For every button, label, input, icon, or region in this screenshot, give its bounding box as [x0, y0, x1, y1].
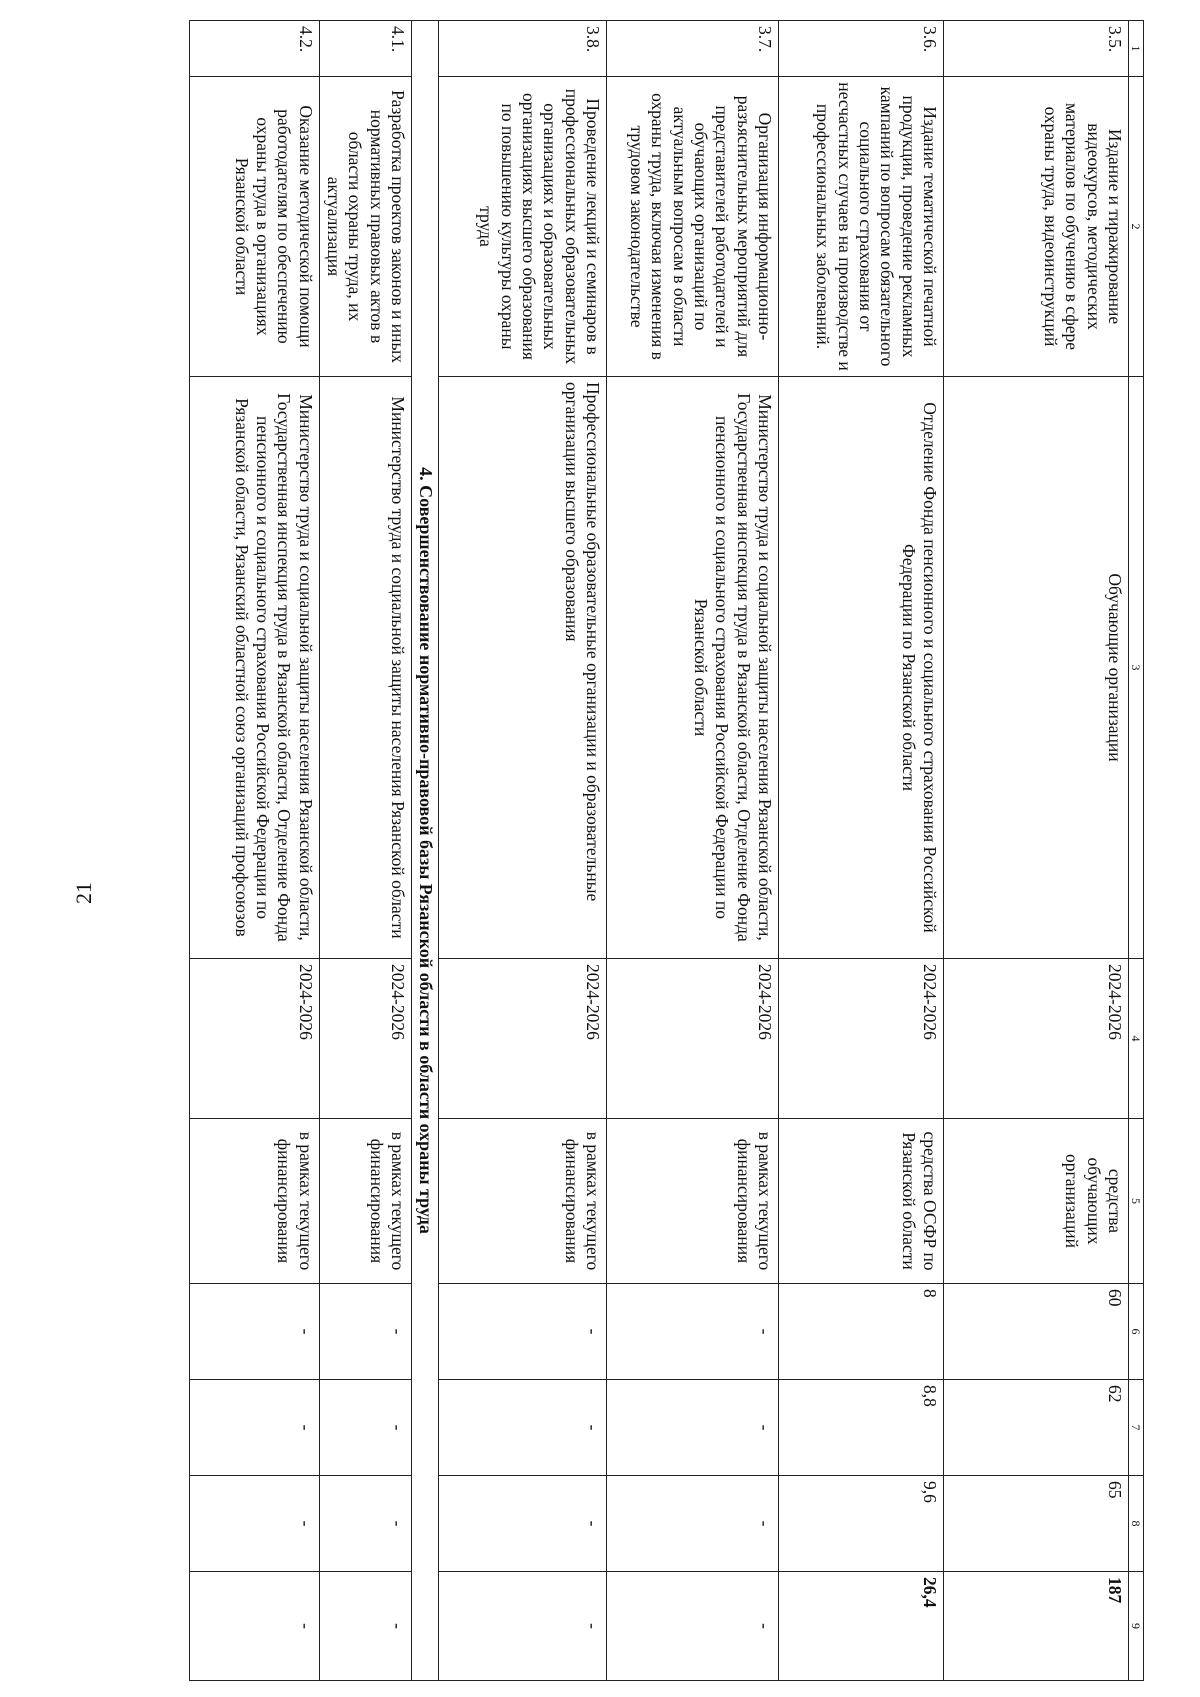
funding-source: в рамках текущего финансирования [189, 1119, 319, 1284]
period: 2024-2026 [439, 959, 607, 1119]
value-year-1: 8 [779, 1284, 944, 1380]
item-number: 3.8. [439, 21, 607, 77]
header-cell: 3 [1129, 377, 1144, 959]
table-row [779, 21, 944, 1681]
executor: Обучающие организации [944, 377, 1129, 959]
period: 2024-2026 [319, 959, 411, 1119]
value-year-3: 9,6 [779, 1476, 944, 1572]
value-year-2: - [439, 1380, 607, 1476]
header-cell: 1 [1129, 21, 1144, 77]
item-number: 4.1. [319, 21, 411, 77]
funding-source: в рамках текущего финансирования [319, 1119, 411, 1284]
measure-name: Проведение лекций и семинаров в профессиональных образовательных организациях и образовательных организациях высшего образования по повышению культуры охраны труда [439, 77, 607, 377]
item-number: 3.7. [607, 21, 779, 77]
measure-name: Издание и тиражирование видеокурсов, методических материалов по обучению в сфере охраны труда, видеоинструкций [944, 77, 1129, 377]
value-total: 187 [944, 1572, 1129, 1681]
value-year-1: - [607, 1284, 779, 1380]
measure-name: Разработка проектов законов и иных нормативных правовых актов в области охраны труда, их актуализация [319, 77, 411, 377]
value-year-3: - [607, 1476, 779, 1572]
measure-name: Издание тематической печатной продукции, проведение рекламных кампаний по вопросам обязательного социального страхования от несчастных случаев на производстве и профессиональных заболеваний. [779, 77, 944, 377]
period: 2024-2026 [779, 959, 944, 1119]
value-year-1: 60 [944, 1284, 1129, 1380]
funding-source: в рамках текущего финансирования [607, 1119, 779, 1284]
header-cell: 4 [1129, 959, 1144, 1119]
header-cell: 5 [1129, 1119, 1144, 1284]
executor: Министерство труда и социальной защиты населения Рязанской области, Государственная инспекция труда в Рязанской области, Отделение Фонда пенсионного и социального страхования Российской Федерации по Рязанской области [607, 377, 779, 959]
table-row [189, 21, 319, 1681]
value-total: - [607, 1572, 779, 1681]
header-cell: 8 [1129, 1476, 1144, 1572]
value-total: - [439, 1572, 607, 1681]
item-number: 3.6. [779, 21, 944, 77]
period: 2024-2026 [189, 959, 319, 1119]
value-total: 26,4 [779, 1572, 944, 1681]
page-number: 21 [71, 882, 96, 904]
value-year-2: - [319, 1380, 411, 1476]
value-year-3: 65 [944, 1476, 1129, 1572]
period: 2024-2026 [607, 959, 779, 1119]
table-row [944, 21, 1129, 1681]
header-cell: 6 [1129, 1284, 1144, 1380]
item-number: 4.2. [189, 21, 319, 77]
rotated-table-wrapper [94, 20, 1144, 1680]
table-row [607, 21, 779, 1681]
measures-table [189, 20, 1144, 1681]
value-year-2: 8,8 [779, 1380, 944, 1476]
value-year-3: - [189, 1476, 319, 1572]
item-number: 3.5. [944, 21, 1129, 77]
period: 2024-2026 [944, 959, 1129, 1119]
column-number-header [1129, 21, 1144, 1681]
table-row [319, 21, 411, 1681]
funding-source: средства обучающих организаций [944, 1119, 1129, 1284]
executor: Отделение Фонда пенсионного и социального страхования Российской Федерации по Рязанской области [779, 377, 944, 959]
value-year-1: - [439, 1284, 607, 1380]
measure-name: Оказание методической помощи работодателям по обеспечению охраны труда в организациях Рязанской области [189, 77, 319, 377]
value-year-3: - [439, 1476, 607, 1572]
section-heading: 4. Совершенствование нормативно-правовой базы Рязанской области в области охраны труда [412, 21, 439, 1681]
value-year-1: - [189, 1284, 319, 1380]
section-heading-row [412, 21, 439, 1681]
table-row [439, 21, 607, 1681]
value-total: - [319, 1572, 411, 1681]
header-cell: 2 [1129, 77, 1144, 377]
funding-source: средства ОСФР по Рязанской области [779, 1119, 944, 1284]
value-year-3: - [319, 1476, 411, 1572]
measure-name: Организация информационно-разъяснительных мероприятий для представителей работодателей и обучающих организаций по актуальным вопросам в области охраны труда, включая изменения в трудовом законодательстве [607, 77, 779, 377]
funding-source: в рамках текущего финансирования [439, 1119, 607, 1284]
header-cell: 7 [1129, 1380, 1144, 1476]
value-year-1: - [319, 1284, 411, 1380]
value-total: - [189, 1572, 319, 1681]
executor: Профессиональные образовательные организации и образовательные организации высшего образования [439, 377, 607, 959]
value-year-2: 62 [944, 1380, 1129, 1476]
header-cell: 9 [1129, 1572, 1144, 1681]
executor: Министерство труда и социальной защиты населения Рязанской области, Государственная инспекция труда в Рязанской области, Отделение Фонда пенсионного и социального страхования Российской Федерации по Рязанской области, Рязанский областной союз организаций профсоюзов [189, 377, 319, 959]
value-year-2: - [607, 1380, 779, 1476]
value-year-2: - [189, 1380, 319, 1476]
executor: Министерство труда и социальной защиты населения Рязанской области [319, 377, 411, 959]
